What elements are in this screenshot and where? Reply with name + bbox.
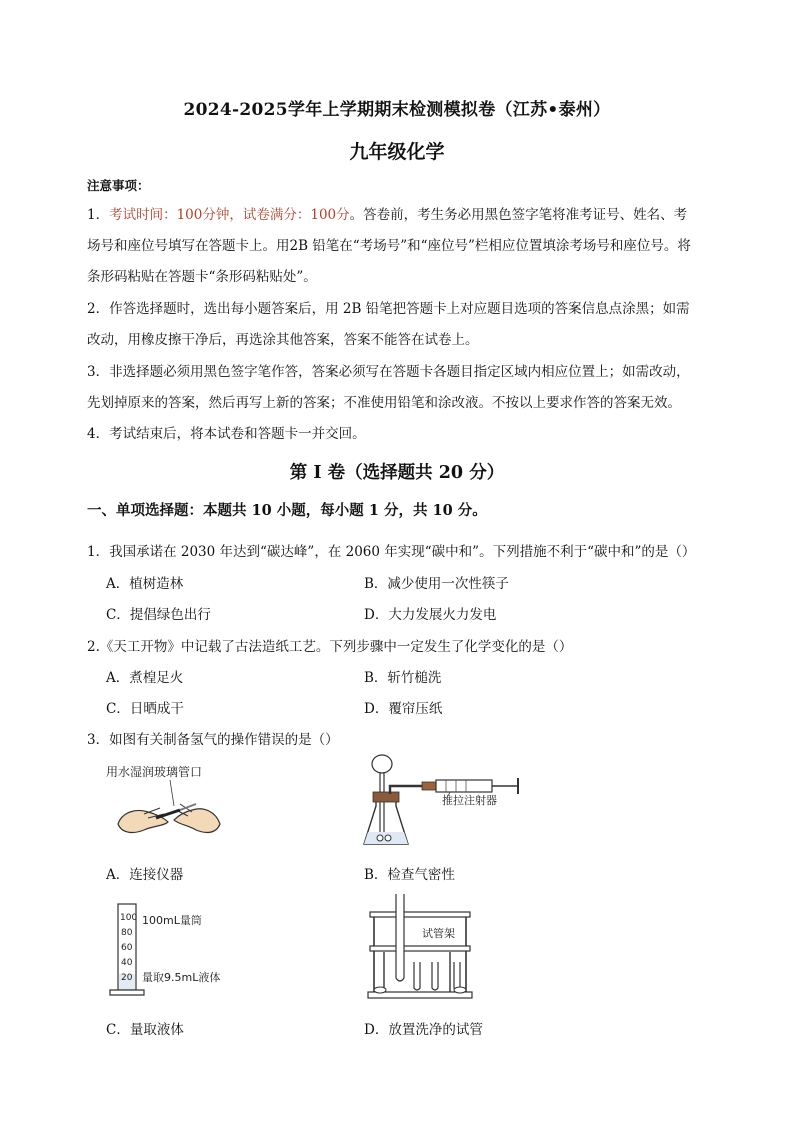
bubble-2 [385, 835, 391, 841]
question-3-option-a: A．连接仪器 [106, 867, 184, 883]
leader-line-a [170, 780, 174, 806]
section-title: 第 I 卷（选择题共 20 分） [289, 463, 505, 483]
tick-label-40: 40 [121, 958, 133, 968]
cylinder-base [110, 990, 144, 995]
test-tube-2 [414, 962, 420, 990]
rubber-stopper [373, 792, 399, 802]
notice-item-3-line-1: 3．非选择题必须用黑色签字笔作答，答案必须写在答题卡各题目指定区域内相应位置上；如需改动， [87, 364, 690, 380]
notice-item-3-line-2: 先划掉原来的答案，然后再写上新的答案；不准使用铅笔和涂改液。不按以上要求作答的答案无效。 [87, 395, 681, 411]
question-3-option-d: D．放置洗净的试管 [364, 1022, 483, 1038]
figure-a-label: 用水湿润玻璃管口 [106, 765, 203, 779]
tick-label-80: 80 [121, 928, 133, 938]
question-1-option-a: A．植树造林 [106, 576, 184, 592]
figure-d-test-tube-rack [366, 892, 476, 1002]
test-tube-4 [454, 962, 460, 990]
question-2-option-a: A．煮楻足火 [106, 670, 184, 686]
tick-label-60: 60 [121, 943, 133, 953]
test-tube-3 [432, 962, 438, 990]
funnel-bulb [372, 755, 392, 773]
figure-c-label-bottom: 量取9.5mL液体 [142, 971, 221, 984]
connector-tube [422, 782, 436, 790]
question-2-stem: 2.《天工开物》中记载了古法造纸工艺。下列步骤中一定发生了化学变化的是（） [87, 639, 573, 655]
figure-d-label: 试管架 [422, 927, 455, 940]
notice-item-1-rest: 。答卷前，考生务必用黑色签字笔将准考证号、姓名、考 [349, 207, 688, 223]
syringe-barrel [436, 780, 492, 792]
rack-foot-right [454, 987, 466, 993]
question-3-option-c: C．量取液体 [106, 1022, 184, 1038]
page-title: 2024-2025学年上学期期末检测模拟卷（江苏•泰州） [183, 100, 611, 120]
figure-c-label-top: 100mL量筒 [142, 914, 202, 927]
question-1-option-b: B．减少使用一次性筷子 [364, 576, 509, 592]
question-3-stem: 3．如图有关制备氢气的操作错误的是（） [87, 732, 339, 748]
notice-item-1-prefix: 1． [87, 207, 110, 223]
rack-top-bar [370, 912, 470, 917]
question-2-option-d: D．覆帘压纸 [364, 701, 443, 717]
question-1-option-c: C．提倡绿色出行 [106, 607, 211, 623]
rack-middle-bar [370, 946, 470, 951]
notice-item-2-line-1: 2．作答选择题时，选出每小题答案后，用 2B 铅笔把答题卡上对应题目选项的答案信息点涂黑；如需 [87, 301, 690, 317]
figure-c-measuring-cylinder [108, 900, 248, 1000]
notice-item-4: 4．考试结束后，将本试卷和答题卡一并交回。 [87, 426, 366, 442]
page-subtitle: 九年级化学 [349, 141, 445, 163]
notice-item-2-line-2: 改动，用橡皮擦干净后，再选涂其他答案，答案不能答在试卷上。 [87, 332, 479, 348]
figure-b-label: 推拉注射器 [442, 794, 497, 807]
notice-heading: 注意事项： [87, 178, 150, 193]
question-2-option-c: C．日晒成干 [106, 701, 184, 717]
question-3-option-b: B．检查气密性 [364, 867, 455, 883]
notice-item-1-line-2: 场号和座位号填写在答题卡上。用2B 铅笔在“考场号”和“座位号”栏相应位置填涂考场号和座位号。将 [87, 238, 691, 254]
bubble-1 [377, 835, 383, 841]
tick-label-100: 100 [120, 913, 138, 923]
tick-label-20: 20 [121, 973, 133, 983]
left-hand-icon [118, 811, 168, 833]
figure-a-connecting-apparatus [104, 760, 234, 840]
rubber-tube [156, 810, 180, 818]
question-1-option-d: D．大力发展火力发电 [364, 607, 497, 623]
figure-b-airtightness-check [362, 752, 527, 852]
test-tube-1 [396, 894, 404, 981]
notice-item-1-line-3: 条形码粘贴在答题卡“条形码粘贴处”。 [87, 269, 317, 285]
part-title: 一、单项选择题：本题共 10 小题，每小题 1 分，共 10 分。 [87, 502, 487, 519]
notice-item-1-highlight: 考试时间：100分钟，试卷满分：100分 [109, 207, 350, 223]
notice-item-1-line-1 [87, 200, 687, 231]
question-2-option-b: B．斩竹槌洗 [364, 670, 442, 686]
rack-foot-left [374, 987, 386, 993]
question-1-stem: 1．我国承诺在 2030 年达到“碳达峰”，在 2060 年实现“碳中和”。下列措施不利于“碳中和”的是（） [87, 544, 696, 560]
